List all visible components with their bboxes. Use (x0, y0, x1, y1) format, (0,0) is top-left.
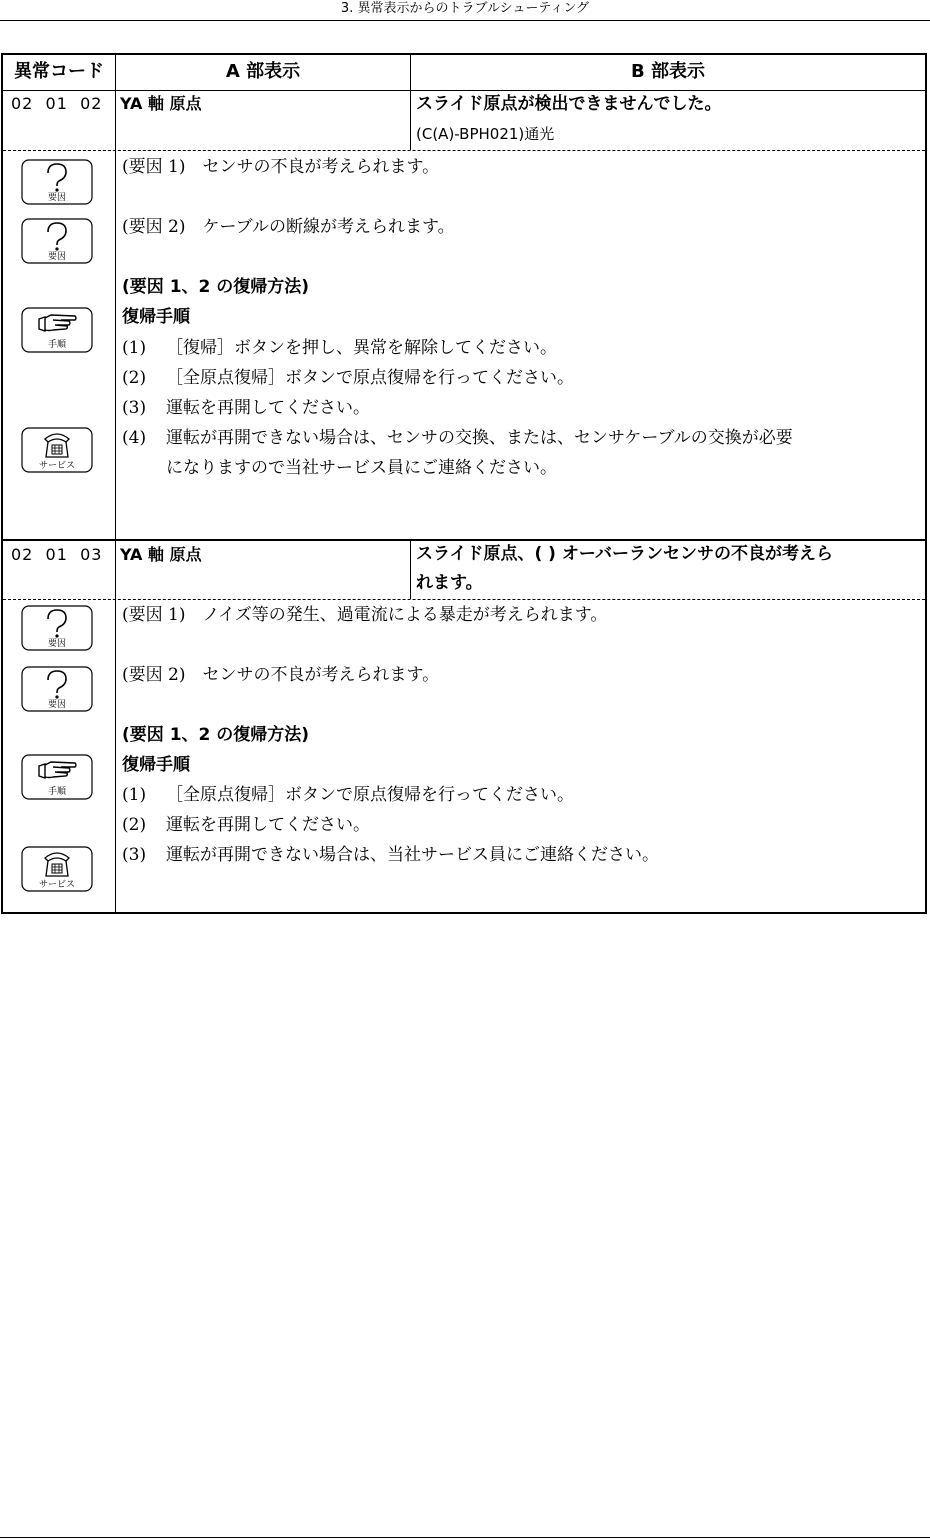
row-divider (3, 150, 925, 151)
b-display-cont: れます。 (416, 573, 483, 593)
trouble-table (1, 53, 927, 914)
step-text: ［全原点復帰］ボタンで原点復帰を行ってください。 (166, 785, 574, 805)
header-code: 異常コード (14, 61, 104, 82)
recovery-title: (要因 1、2 の復帰方法) (122, 725, 310, 745)
header-b: B 部表示 (631, 61, 705, 82)
step-number: (2) (122, 368, 147, 388)
step-text: 運転を再開してください。 (166, 815, 370, 835)
cause-1: (要因 1) ノイズ等の発生、過電流による暴走が考えられます。 (122, 605, 608, 625)
step-item (122, 363, 574, 393)
service-icon (21, 846, 93, 892)
error-code: 02 01 03 (11, 545, 103, 564)
steps-title: 復帰手順 (122, 755, 190, 775)
b-display: スライド原点が検出できませんでした。 (416, 94, 722, 114)
cause-icon (21, 218, 93, 264)
cause-icon-label: 要因 (47, 700, 67, 710)
a-display: YA 軸 原点 (120, 94, 202, 113)
step-number: (4) (122, 428, 147, 448)
service-icon (21, 427, 93, 473)
cause-icon (21, 666, 93, 712)
step-number: (2) (122, 815, 147, 835)
step-number: (3) (122, 398, 147, 418)
step-number: (1) (122, 338, 147, 358)
step-text: 運転を再開してください。 (166, 398, 370, 418)
cause-icon (21, 605, 93, 651)
step-continuation: になりますので当社サービス員にご連絡ください。 (166, 458, 557, 478)
step-text: ［復帰］ボタンを押し、異常を解除してください。 (166, 338, 557, 358)
error-code: 02 01 02 (11, 94, 103, 113)
step-item (122, 840, 659, 870)
page-header (0, 0, 930, 21)
procedure-icon-label: 手順 (47, 787, 67, 797)
header-a: A 部表示 (225, 61, 301, 82)
cause-icon-label: 要因 (47, 639, 67, 649)
steps-title: 復帰手順 (122, 307, 190, 327)
service-icon-label: サービス (38, 880, 76, 890)
col-divider-2b (410, 541, 411, 599)
cause-1: (要因 1) センサの不良が考えられます。 (122, 157, 440, 177)
procedure-icon (21, 754, 93, 800)
procedure-icon (21, 307, 93, 353)
step-item (122, 810, 370, 840)
step-number: (3) (122, 845, 147, 865)
b-display-sub: (C(A)-BPH021)通光 (416, 125, 555, 143)
a-display: YA 軸 原点 (120, 545, 202, 564)
b-display: スライド原点、( ) オーバーランセンサの不良が考えら (416, 544, 834, 564)
step-text: ［全原点復帰］ボタンで原点復帰を行ってください。 (166, 368, 574, 388)
step-text: 運転が再開できない場合は、当社サービス員にご連絡ください。 (166, 845, 659, 865)
cause-2: (要因 2) センサの不良が考えられます。 (122, 665, 440, 685)
service-icon-label: サービス (38, 461, 76, 471)
cause-icon (21, 159, 93, 205)
step-text: 運転が再開できない場合は、センサの交換、または、センサケーブルの交換が必要 (166, 428, 793, 448)
step-item (122, 333, 557, 363)
cause-icon-label: 要因 (47, 193, 67, 203)
cause-2: (要因 2) ケーブルの断線が考えられます。 (122, 217, 455, 237)
cause-icon-label: 要因 (47, 252, 67, 262)
step-item (122, 423, 793, 453)
page-header-title: 3. 異常表示からのトラブルシューティング (340, 1, 590, 16)
step-item (122, 780, 574, 810)
recovery-title: (要因 1、2 の復帰方法) (122, 277, 310, 297)
col-divider-1 (115, 55, 116, 912)
page-footer-rule (0, 1537, 930, 1538)
step-number: (1) (122, 785, 147, 805)
procedure-icon-label: 手順 (47, 340, 67, 350)
step-item (122, 393, 370, 423)
